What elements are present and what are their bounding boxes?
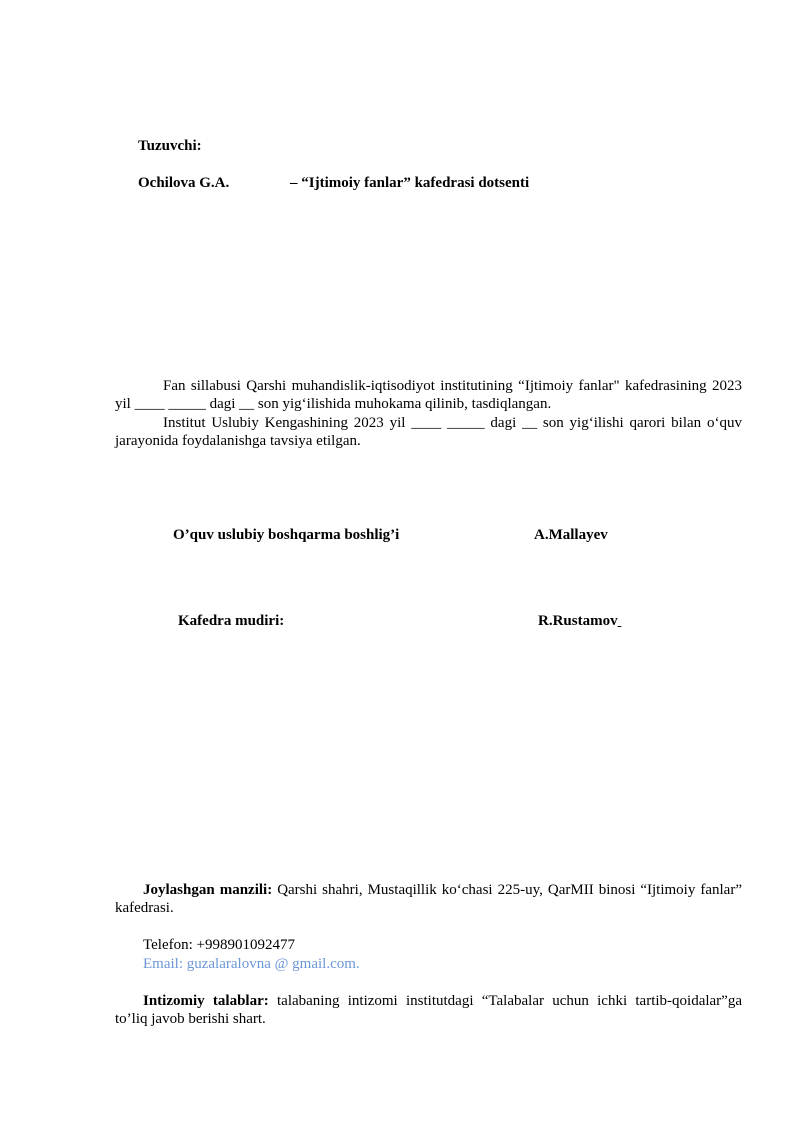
approval-paragraph-council: Institut Uslubiy Kengashining 2023 yil ____ _____ dagi __ son yig‘ilishi qarori bilan o‘quv jarayonida foydalanishga tavsiya etilgan.	[115, 415, 742, 449]
requirements-paragraph	[115, 992, 742, 1028]
signature-line	[618, 613, 622, 629]
author-role: – “Ijtimoiy fanlar” kafedrasi dotsenti	[290, 175, 530, 191]
requirements-text: talabaning intizomi institutdagi “Talabalar uchun ichki tartib-qoidalar”ga to’liq javob berishi shart.	[115, 993, 742, 1027]
author-name: Ochilova G.A.	[138, 175, 230, 191]
requirements-label: Intizomiy talablar:	[143, 993, 269, 1009]
dept-head-title: Kafedra mudiri:	[178, 613, 285, 629]
approval-paragraph-department: Fan sillabusi Qarshi muhandislik-iqtisodiyot institutining “Ijtimoiy fanlar" kafedrasining 2023 yil ____ _____ dagi __ son yig‘ilishida muhokama qilinib, tasdiqlangan.	[115, 378, 742, 412]
author-label: Tuzuvchi:	[138, 138, 202, 154]
address-text: Qarshi shahri, Mustaqillik ko‘chasi 225-uy, QarMII binosi “Ijtimoiy fanlar” kafedrasi.	[115, 882, 742, 916]
head-name: A.Mallayev	[534, 527, 608, 543]
head-title: O’quv uslubiy boshqarma boshlig’i	[173, 527, 400, 543]
address-label: Joylashgan manzili:	[143, 882, 273, 898]
dept-head-name	[538, 612, 621, 630]
address-paragraph	[115, 881, 742, 917]
email-link[interactable]: Email: guzalaralovna @ gmail.com.	[143, 956, 360, 972]
dept-head-name-text: R.Rustamov	[538, 613, 618, 629]
phone-text: Telefon: +998901092477	[143, 937, 295, 953]
